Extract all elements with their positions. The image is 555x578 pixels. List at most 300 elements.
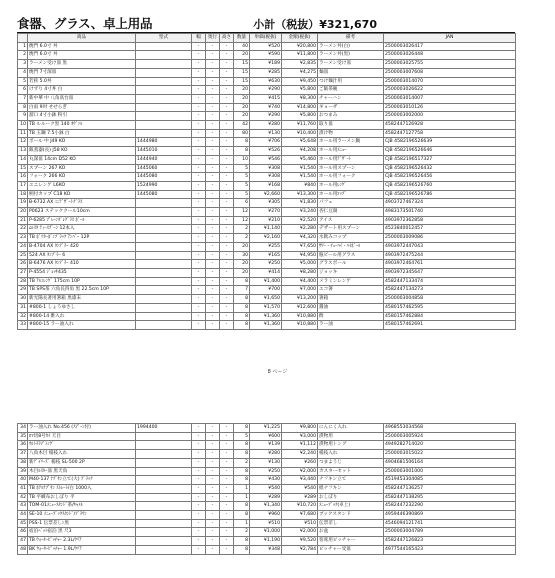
- cell-unit-price: ¥1,340: [250, 502, 282, 511]
- cell-no: 8: [18, 103, 28, 112]
- cell-model: [136, 441, 192, 450]
- cell-height: -: [220, 537, 234, 546]
- cell-unit-price: ¥414: [250, 268, 282, 277]
- cell-height: -: [220, 199, 234, 208]
- cell-no: 6: [18, 86, 28, 95]
- cell-height: -: [220, 94, 234, 103]
- cell-depth: -: [206, 476, 220, 485]
- cell-product: TB ｳｫｰﾀｰﾋﾟｯﾁｬｰ 2.3L/ｸﾘｱ: [28, 537, 136, 546]
- cell-model: 1444980: [136, 138, 192, 147]
- table-row: [18, 147, 516, 156]
- cell-width: -: [192, 493, 206, 502]
- cell-product: フォーク 266 KO: [28, 173, 136, 182]
- cell-no: 23: [18, 234, 28, 243]
- cell-qty: 8: [234, 476, 250, 485]
- cell-height: -: [220, 173, 234, 182]
- cell-amount: ¥11,760: [282, 121, 318, 130]
- cell-unit-price: ¥706: [250, 138, 282, 147]
- table-row: [18, 268, 516, 277]
- cell-unit-price: ¥526: [250, 147, 282, 156]
- cell-unit-price: ¥290: [250, 112, 282, 121]
- cell-amount: ¥260: [282, 458, 318, 467]
- header-depth: 奥行: [206, 34, 220, 43]
- cell-amount: ¥3,240: [282, 208, 318, 217]
- cell-note: アイス: [318, 216, 384, 225]
- cell-model: [136, 121, 192, 130]
- cell-qty: 8: [234, 303, 250, 312]
- cell-qty: 8: [234, 295, 250, 304]
- cell-jan: 4949282714020: [384, 441, 516, 450]
- cell-amount: ¥2,000: [282, 467, 318, 476]
- cell-note: ｻﾜｰ・ﾁｭｰﾊｲ・ﾊｲﾎﾞｰﾙ: [318, 242, 384, 251]
- table-row: [18, 432, 516, 441]
- title-row: [17, 6, 515, 33]
- cell-jan: 4546094121741: [384, 519, 516, 528]
- cell-qty: 20: [234, 51, 250, 60]
- cell-height: -: [220, 60, 234, 69]
- table-row: [18, 129, 516, 138]
- table-row: [18, 545, 516, 554]
- cell-depth: -: [206, 441, 220, 450]
- cell-no: 15: [18, 164, 28, 173]
- cell-jan: 2500003007608: [384, 68, 516, 77]
- cell-unit-price: ¥1,225: [250, 424, 282, 433]
- cell-jan: 4580157462691: [384, 321, 516, 330]
- cell-width: -: [192, 511, 206, 520]
- cell-depth: -: [206, 94, 220, 103]
- cell-depth: -: [206, 68, 220, 77]
- cell-unit-price: ¥165: [250, 251, 282, 260]
- cell-product: ラー油入れ No.456 (ｽﾌﾟｰﾝ付): [28, 424, 136, 433]
- cell-product: TB SPS茶 六角長四角 黒 22.5cm 10P: [28, 286, 136, 295]
- cell-jan: 4582447134273: [384, 286, 516, 295]
- cell-model: [136, 484, 192, 493]
- cell-note: ホール用ﾃﾞｻﾞｰﾄ: [318, 155, 384, 164]
- table-row: [18, 537, 516, 546]
- cell-depth: -: [206, 155, 220, 164]
- cell-unit-price: ¥2,660: [250, 190, 282, 199]
- cell-no: 48: [18, 545, 28, 554]
- cell-qty: 2: [234, 234, 250, 243]
- cell-model: [136, 511, 192, 520]
- cell-depth: -: [206, 51, 220, 60]
- cell-width: -: [192, 450, 206, 459]
- cell-unit-price: ¥590: [250, 51, 282, 60]
- cell-no: 27: [18, 268, 28, 277]
- cell-height: -: [220, 208, 234, 217]
- cell-note: 麺皿: [318, 68, 384, 77]
- cell-depth: -: [206, 321, 220, 330]
- cell-no: 9: [18, 112, 28, 121]
- cell-width: -: [192, 190, 206, 199]
- cell-model: [136, 208, 192, 217]
- cell-no: 45: [18, 519, 28, 528]
- cell-amount: ¥5,800: [282, 86, 318, 95]
- cell-amount: ¥8,300: [282, 94, 318, 103]
- cell-width: -: [192, 208, 206, 217]
- cell-model: [136, 42, 192, 51]
- cell-no: 40: [18, 476, 28, 485]
- cell-amount: ¥7,680: [282, 511, 318, 520]
- table-row: [18, 441, 516, 450]
- table-row: [18, 234, 516, 243]
- cell-jan: 4523840012457: [384, 225, 516, 234]
- cell-depth: -: [206, 225, 220, 234]
- cell-depth: -: [206, 286, 220, 295]
- cell-no: 10: [18, 121, 28, 130]
- cell-width: -: [192, 312, 206, 321]
- cell-amount: ¥4,320: [282, 234, 318, 243]
- cell-jan: 4903972362858: [384, 216, 516, 225]
- cell-model: [136, 242, 192, 251]
- cell-unit-price: ¥1,140: [250, 225, 282, 234]
- cell-qty: 20: [234, 94, 250, 103]
- cell-width: -: [192, 147, 206, 156]
- cell-qty: 8: [234, 441, 250, 450]
- cell-product: ボール 中 J49 KO: [28, 138, 136, 147]
- cell-model: [136, 537, 192, 546]
- cell-product: 溜口 4寸小鉢 粉引: [28, 112, 136, 121]
- cell-height: -: [220, 68, 234, 77]
- cell-depth: -: [206, 458, 220, 467]
- cell-amount: ¥2,784: [282, 545, 318, 554]
- cell-qty: 8: [234, 147, 250, 156]
- table-row: [18, 94, 516, 103]
- cell-note: 楊枝入れ: [318, 450, 384, 459]
- cell-amount: ¥3,000: [282, 432, 318, 441]
- cell-height: -: [220, 77, 234, 86]
- cell-height: -: [220, 476, 234, 485]
- cell-qty: 8: [234, 312, 250, 321]
- cell-unit-price: ¥308: [250, 164, 282, 173]
- table-row: [18, 493, 516, 502]
- product-table: [17, 33, 516, 330]
- cell-model: [136, 312, 192, 321]
- cell-width: -: [192, 86, 206, 95]
- page-1: [17, 6, 515, 354]
- cell-product: BK ｳｫｰﾀｰﾋﾟｯﾁｬｰ 1.9L/ｸﾘｱ: [28, 545, 136, 554]
- cell-no: 4: [18, 68, 28, 77]
- cell-jan: 4580157462884: [384, 312, 516, 321]
- cell-no: 12: [18, 138, 28, 147]
- cell-qty: 12: [234, 208, 250, 217]
- cell-qty: 2: [234, 528, 250, 537]
- cell-depth: -: [206, 181, 220, 190]
- cell-note: ﾒﾆｭｰﾌﾞｯｸ(卓上): [318, 502, 384, 511]
- cell-product: ﾛﾏ切8号ｶｲ 天目: [28, 432, 136, 441]
- cell-note: お盆: [318, 528, 384, 537]
- cell-note: グラスボール: [318, 260, 384, 269]
- header-product: 商品: [28, 34, 136, 43]
- table-row: [18, 68, 516, 77]
- cell-height: -: [220, 528, 234, 537]
- cell-jan: 2500003015022: [384, 450, 516, 459]
- cell-unit-price: ¥600: [250, 432, 282, 441]
- cell-model: [136, 86, 192, 95]
- cell-amount: ¥7,650: [282, 242, 318, 251]
- cell-width: -: [192, 321, 206, 330]
- cell-width: -: [192, 277, 206, 286]
- cell-no: 3: [18, 60, 28, 69]
- cell-note: ホール用ﾒﾆｭｰ: [318, 147, 384, 156]
- cell-qty: 15: [234, 68, 250, 77]
- cell-product: 八角木目 楊枝入れ: [28, 450, 136, 459]
- cell-product: B-6476 AX ﾀﾝﾌﾞﾗｰ 410: [28, 260, 136, 269]
- cell-model: 1444940: [136, 155, 192, 164]
- cell-jan: 4977544165423: [384, 545, 516, 554]
- cell-qty: 8: [234, 450, 250, 459]
- cell-no: 29: [18, 286, 28, 295]
- cell-note: デザート用スプーン: [318, 225, 384, 234]
- cell-depth: -: [206, 190, 220, 199]
- cell-height: -: [220, 260, 234, 269]
- cell-product: P-4554 ｼﾞｮｯｷ435: [28, 268, 136, 277]
- cell-amount: ¥5,648: [282, 138, 318, 147]
- table-header-row: [18, 34, 516, 43]
- cell-qty: 40: [234, 42, 250, 51]
- cell-note: ラーメン丼(白): [318, 42, 384, 51]
- cell-model: 1994400: [136, 424, 192, 433]
- cell-unit-price: ¥1,190: [250, 537, 282, 546]
- cell-unit-price: ¥1,360: [250, 312, 282, 321]
- cell-qty: 8: [234, 321, 250, 330]
- cell-depth: -: [206, 493, 220, 502]
- cell-jan: 2500003014007: [384, 94, 516, 103]
- cell-depth: -: [206, 502, 220, 511]
- cell-product: 飯蒸器(長) J58 KO: [28, 147, 136, 156]
- cell-depth: -: [206, 277, 220, 286]
- cell-depth: -: [206, 528, 220, 537]
- cell-height: -: [220, 519, 234, 528]
- cell-model: [136, 321, 192, 330]
- cell-model: 1445080: [136, 173, 192, 182]
- cell-jan: 4519453304085: [384, 476, 516, 485]
- cell-note: ホール用フォーク: [318, 173, 384, 182]
- cell-height: -: [220, 251, 234, 260]
- cell-unit-price: ¥1,400: [250, 277, 282, 286]
- cell-width: -: [192, 129, 206, 138]
- cell-width: -: [192, 60, 206, 69]
- cell-height: -: [220, 242, 234, 251]
- header-note: 備考: [318, 34, 384, 43]
- cell-no: 35: [18, 432, 28, 441]
- table-row: [18, 277, 516, 286]
- cell-width: -: [192, 94, 206, 103]
- cell-jan: 2500003009086: [384, 234, 516, 243]
- cell-note: カスターセット: [318, 467, 384, 476]
- cell-height: -: [220, 502, 234, 511]
- cell-no: 42: [18, 493, 28, 502]
- cell-product: #800-15 ラー油入れ: [28, 321, 136, 330]
- cell-amount: ¥5,000: [282, 260, 318, 269]
- cell-model: [136, 295, 192, 304]
- table-row: [18, 155, 516, 164]
- header-no: [18, 34, 28, 43]
- cell-jan: 2500003005924: [384, 432, 516, 441]
- cell-jan: CJB 4582196526456: [384, 173, 516, 182]
- cell-qty: 1: [234, 484, 250, 493]
- cell-amount: ¥2,520: [282, 216, 318, 225]
- cell-depth: -: [206, 312, 220, 321]
- cell-height: -: [220, 321, 234, 330]
- cell-depth: -: [206, 121, 220, 130]
- cell-amount: ¥10,880: [282, 312, 318, 321]
- header-qty: 数量: [234, 34, 250, 43]
- cell-unit-price: ¥348: [250, 545, 282, 554]
- cell-depth: -: [206, 112, 220, 121]
- cell-jan: CJB 4582196526786: [384, 190, 516, 199]
- cell-width: -: [192, 441, 206, 450]
- cell-width: -: [192, 234, 206, 243]
- cell-depth: -: [206, 519, 220, 528]
- cell-height: -: [220, 103, 234, 112]
- cell-unit-price: ¥630: [250, 77, 282, 86]
- cell-amount: ¥4,275: [282, 68, 318, 77]
- cell-depth: -: [206, 511, 220, 520]
- cell-no: 2: [18, 51, 28, 60]
- cell-unit-price: ¥289: [250, 493, 282, 502]
- cell-unit-price: ¥305: [250, 199, 282, 208]
- cell-width: -: [192, 103, 206, 112]
- header-jan: JAN: [384, 34, 516, 43]
- cell-model: [136, 103, 192, 112]
- cell-product: TOM-01ﾒﾆｭｰｽﾀﾝﾄﾞ茶/ｷｬﾒﾙ: [28, 502, 136, 511]
- cell-amount: ¥1,112: [282, 441, 318, 450]
- cell-note: ラー油: [318, 321, 384, 330]
- cell-unit-price: ¥415: [250, 94, 282, 103]
- cell-no: 31: [18, 303, 28, 312]
- cell-height: -: [220, 138, 234, 147]
- cell-product: 焼門 7寸深皿: [28, 68, 136, 77]
- cell-product: B-6732 AX ﾐﾆﾃﾞｻﾞｰﾄｸﾞﾗｽ: [28, 199, 136, 208]
- cell-jan: 2500003026622: [384, 86, 516, 95]
- cell-product: 丸深皿 14cm D52 KO: [28, 155, 136, 164]
- cell-height: -: [220, 312, 234, 321]
- cell-no: 19: [18, 199, 28, 208]
- cell-note: 水飲みコップ: [318, 234, 384, 243]
- cell-height: -: [220, 129, 234, 138]
- cell-jan: 4903972464761: [384, 260, 516, 269]
- cell-width: -: [192, 537, 206, 546]
- cell-amount: ¥4,208: [282, 147, 318, 156]
- cell-jan: 4582447126928: [384, 121, 516, 130]
- cell-qty: 8: [234, 424, 250, 433]
- cell-height: -: [220, 121, 234, 130]
- cell-depth: -: [206, 303, 220, 312]
- cell-jan: 2500003002000: [384, 112, 516, 121]
- cell-no: 41: [18, 484, 28, 493]
- table-row: [18, 42, 516, 51]
- cell-unit-price: ¥510: [250, 519, 282, 528]
- cell-amount: ¥1,540: [282, 164, 318, 173]
- cell-unit-price: ¥960: [250, 511, 282, 520]
- cell-jan: 2500003026417: [384, 42, 516, 51]
- cell-product: 524 AX ﾀﾝﾌﾞﾗｰ 6: [28, 251, 136, 260]
- cell-qty: 5: [234, 173, 250, 182]
- cell-note: 取り皿: [318, 121, 384, 130]
- cell-qty: 1: [234, 493, 250, 502]
- cell-amount: ¥5,800: [282, 112, 318, 121]
- cell-qty: 20: [234, 86, 250, 95]
- cell-qty: 12: [234, 216, 250, 225]
- cell-width: -: [192, 68, 206, 77]
- cell-depth: -: [206, 60, 220, 69]
- cell-amount: ¥2,240: [282, 450, 318, 459]
- cell-qty: 5: [234, 190, 250, 199]
- cell-model: 1524990: [136, 181, 192, 190]
- table-row: [18, 450, 516, 459]
- cell-product: けずり 4寸丼 白: [28, 86, 136, 95]
- cell-note: 漬物用: [318, 432, 384, 441]
- cell-amount: ¥9,520: [282, 537, 318, 546]
- cell-note: 漬け物: [318, 129, 384, 138]
- cell-depth: -: [206, 467, 220, 476]
- cell-height: -: [220, 225, 234, 234]
- cell-depth: -: [206, 432, 220, 441]
- cell-height: -: [220, 441, 234, 450]
- cell-model: [136, 268, 192, 277]
- table-row: [18, 103, 516, 112]
- cell-qty: 8: [234, 502, 250, 511]
- header-unit-price: 単価(税抜): [250, 34, 282, 43]
- cell-product: 新光陽長著用箸箱 黒漆末: [28, 295, 136, 304]
- cell-product: 木目ﾙｽﾀｰ皿 黒天角: [28, 467, 136, 476]
- cell-qty: 20: [234, 242, 250, 251]
- cell-amount: ¥9,800: [282, 424, 318, 433]
- cell-note: おしぼり: [318, 493, 384, 502]
- cell-note: パフェ: [318, 199, 384, 208]
- cell-no: 44: [18, 511, 28, 520]
- cell-model: [136, 251, 192, 260]
- cell-depth: -: [206, 77, 220, 86]
- table-row: [18, 321, 516, 330]
- cell-no: 32: [18, 312, 28, 321]
- cell-width: -: [192, 242, 206, 251]
- cell-model: [136, 94, 192, 103]
- cell-product: 新中華 中 八角高台皿: [28, 94, 136, 103]
- cell-height: -: [220, 458, 234, 467]
- cell-model: [136, 68, 192, 77]
- cell-width: -: [192, 251, 206, 260]
- cell-model: [136, 493, 192, 502]
- cell-jan: 4582447133474: [384, 277, 516, 286]
- cell-product: PSS-1 伝票差しﾝ黒: [28, 519, 136, 528]
- cell-qty: 15: [234, 77, 250, 86]
- cell-jan: 2500003004858: [384, 295, 516, 304]
- cell-note: ブックスタンド: [318, 511, 384, 520]
- cell-depth: -: [206, 424, 220, 433]
- cell-no: 16: [18, 173, 28, 182]
- cell-height: -: [220, 51, 234, 60]
- table-row: [18, 216, 516, 225]
- cell-width: -: [192, 173, 206, 182]
- cell-note: チャーハン: [318, 94, 384, 103]
- cell-no: 7: [18, 94, 28, 103]
- cell-qty: 8: [234, 277, 250, 286]
- table-row: [18, 60, 516, 69]
- cell-width: -: [192, 164, 206, 173]
- cell-unit-price: ¥250: [250, 467, 282, 476]
- table-row: [18, 502, 516, 511]
- cell-no: 38: [18, 458, 28, 467]
- table-row: [18, 86, 516, 95]
- cell-no: 1: [18, 42, 28, 51]
- cell-qty: 8: [234, 537, 250, 546]
- cell-depth: -: [206, 545, 220, 554]
- cell-product: 白雨 9吋 せせらぎ: [28, 103, 136, 112]
- cell-model: [136, 225, 192, 234]
- cell-unit-price: ¥210: [250, 216, 282, 225]
